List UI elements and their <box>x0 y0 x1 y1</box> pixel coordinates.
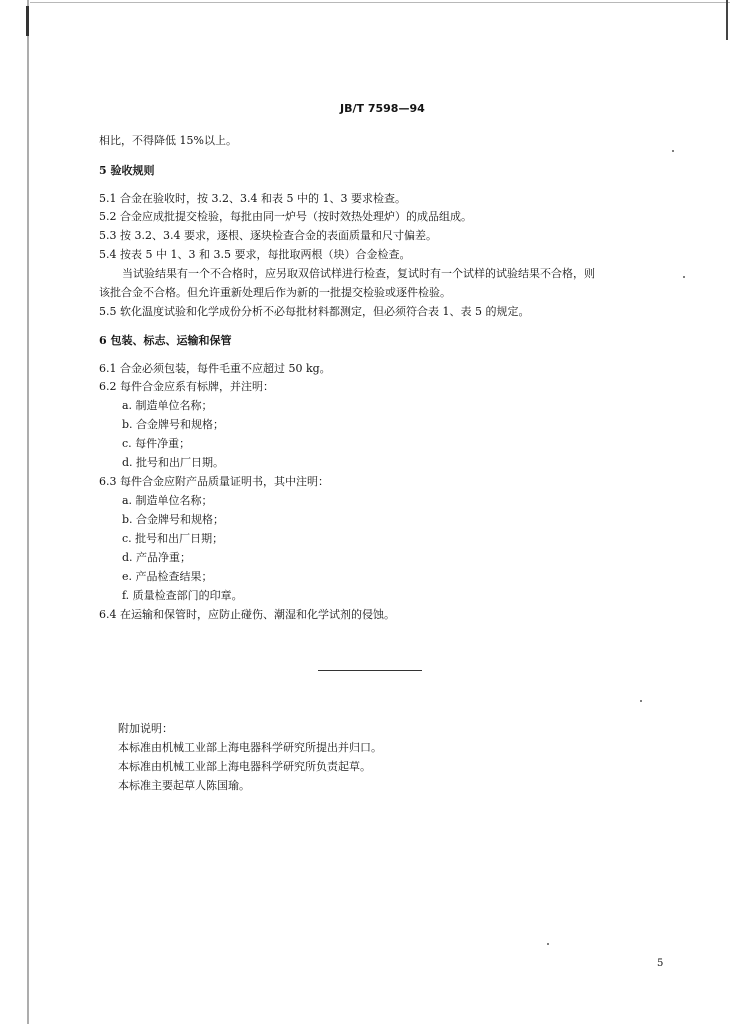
item-5-1: 5.1 合金在验收时，按 3.2、3.4 和表 5 中的 1、3 要求检查。 <box>99 192 406 205</box>
section-5-heading: 5 验收规则 <box>99 164 155 177</box>
item-5-4: 5.4 按表 5 中 1、3 和 3.5 要求，每批取两根（块）合金检查。 <box>99 248 411 261</box>
list-item: d. 产品净重； <box>122 551 192 564</box>
scan-speck <box>547 943 549 945</box>
notes-title: 附加说明： <box>118 722 173 735</box>
item-6-4: 6.4 在运输和保管时，应防止碰伤、潮湿和化学试剂的侵蚀。 <box>99 608 395 621</box>
list-item: b. 合金牌号和规格； <box>122 418 225 431</box>
scan-speck <box>683 276 685 278</box>
intro-line: 相比，不得降低 15%以上。 <box>99 134 237 147</box>
page-number: 5 <box>657 958 664 969</box>
scan-speck <box>640 700 642 702</box>
list-item: c. 每件净重； <box>122 437 191 450</box>
paragraph-line-2: 该批合金不合格。但允许重新处理后作为新的一批提交检验或逐件检验。 <box>99 286 451 299</box>
list-item: f. 质量检查部门的印章。 <box>122 589 243 602</box>
list-item: a. 制造单位名称； <box>122 494 213 507</box>
item-6-1: 6.1 合金必须包装，每件毛重不应超过 50 kg。 <box>99 362 331 375</box>
list-item: e. 产品检查结果； <box>122 570 213 583</box>
item-6-2: 6.2 每件合金应系有标牌，并注明： <box>99 380 274 393</box>
item-5-5: 5.5 软化温度试验和化学成份分析不必每批材料都测定，但必须符合表 1、表 5 的规定。 <box>99 305 530 318</box>
scan-speck <box>672 150 674 152</box>
item-5-3: 5.3 按 3.2、3.4 要求，逐根、逐块检查合金的表面质量和尺寸偏差。 <box>99 229 437 242</box>
list-item: d. 批号和出厂日期。 <box>122 456 225 469</box>
notes-line: 本标准由机械工业部上海电器科学研究所提出并归口。 <box>118 741 382 754</box>
notes-line: 本标准由机械工业部上海电器科学研究所负责起草。 <box>118 760 371 773</box>
list-item: c. 批号和出厂日期； <box>122 532 224 545</box>
notes-line: 本标准主要起草人陈国瑜。 <box>118 779 250 792</box>
scan-edge-mark <box>26 6 29 36</box>
list-item: a. 制造单位名称； <box>122 399 213 412</box>
scan-edge-top <box>30 2 730 3</box>
scan-edge-right <box>726 0 728 40</box>
section-6-heading: 6 包装、标志、运输和保管 <box>99 334 232 347</box>
end-rule <box>318 670 422 671</box>
item-5-2: 5.2 合金应成批提交检验，每批由同一炉号（按时效热处理炉）的成品组成。 <box>99 210 472 223</box>
scan-edge-left <box>27 0 29 1024</box>
standard-code-header: JB/T 7598—94 <box>340 102 425 115</box>
item-6-3: 6.3 每件合金应附产品质量证明书，其中注明： <box>99 475 329 488</box>
list-item: b. 合金牌号和规格； <box>122 513 225 526</box>
paragraph-line-1: 当试验结果有一个不合格时，应另取双倍试样进行检查，复试时有一个试样的试验结果不合格，则 <box>122 267 595 280</box>
